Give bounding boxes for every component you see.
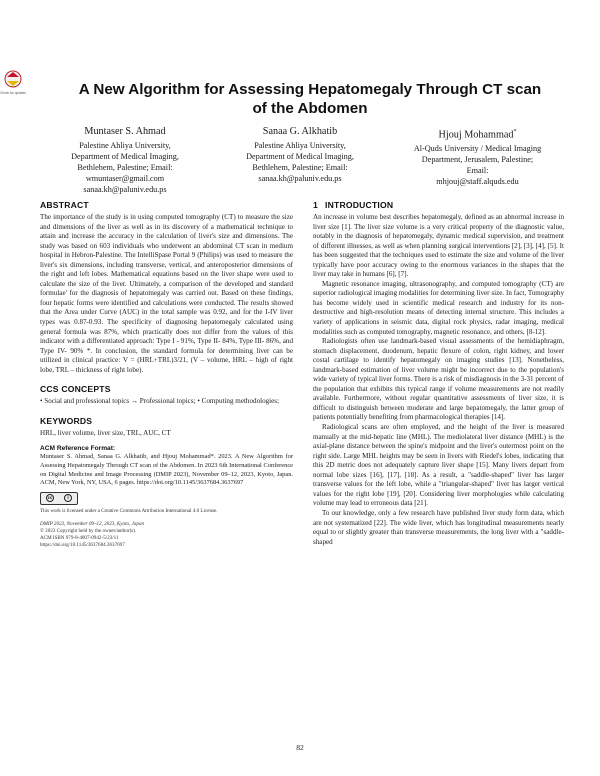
left-column	[40, 200, 293, 549]
acm-reference-text: Muntaser S. Ahmad, Sanaa G. Alkhatib, and Hjouj Mohammad*. 2023. A New Algorithm for Assessing Hepatomegaly Through CT scan of the Abdomen. In 2023 6th International Conference on Digital Medicine and Image Processing (DMIP 2023), November 09–12, 2023, Kyoto, Japan. ACM, New York, NY, USA, 6 pages. https://doi.org/10.1145/3637684.3637697	[40, 453, 293, 487]
acm-reference-heading: ACM Reference Format:	[40, 445, 116, 453]
license-text: This work is licensed under a Creative Commons Attribution International 4.0 License.	[40, 507, 218, 514]
author-affiliation: Bethlehem, Palestine; Email:	[77, 163, 173, 172]
title-line-1: A New Algorithm for Assessing Hepatomegaly Through CT scan	[78, 81, 542, 98]
author-block-3	[390, 125, 565, 187]
copyright-line: © 2023 Copyright held by the owner/author(s).	[40, 527, 137, 534]
keywords-text: HRL, liver volume, liver size, TRL, AUC, CT	[40, 428, 171, 437]
author-name: Muntaser S. Ahmad	[84, 126, 166, 137]
check-for-updates-badge[interactable]	[0, 70, 26, 96]
isbn-line: ACM ISBN 979-8-4007-0942-5/23/11	[40, 534, 119, 541]
author-affiliation: Department of Medical Imaging,	[246, 152, 354, 161]
right-column	[313, 200, 564, 547]
intro-paragraph-4: Radiological scans are often employed, and the height of the liver is measured manually at the mid-hepatic line (MHL). The mediolateral liver distance (MHL) is the axial-plane distance between the spine's midpoint and the liver's outermost point on the right side. Large MHL heights may be seen in livers with Riedel's lobes, indicating that this 2D metric does not adequately capture liver shape [15]. Many livers depart from normal lobe sizes [16], [17], [18]. As a result, a "saddle-shaped" liver has larger transverse values for the left lobe, while a "triangular-shaped" liver has larger vertical values for the right lobe [19], [20]. Considering liver morphologies while calculating volume may lead to erroneous data [21].	[313, 423, 564, 508]
abstract-text: The importance of the study is in using computed tomography (CT) to measure the size and dimensions of the liver as well as in its discovery of a mathematical technique to attain and increase the accuracy in the calculation of liver's size and dimensions. The study was based on 603 individuals who underwent an abdominal CT scan in medium hospital in Hebron-Palestine. The IntelliSpase Portal 9 (Philips) was used to measure the liver's six dimensions, including transverse, vertical, and anteroposterior dimensions of the right and left lobes. Mathematical equations based on the liver shape were used to calculate the size of the liver. Ultimately, a comparison of the developed and standard formulae' for the diagnosis of hepatomegaly was carried out. Based on these findings, four hepatic forms were identified and calculations were conducted. The results showed that the Area under Curve (AUC) in the total sample was 0.92, and for the I-IV liver types was 0.87-0.93. The specificity of diagnosing hepatomegaly calculated using general formula was 87%, which practically does not differ from the values of this indicator with a differentiated approach: Type I - 91%, Type II- 84%, Type III- 86%, and Type IV- 90% *. In conclusion, the standard formula for determining liver can be utilized in clinical practice: V = (HRL+TRL)3/21, (V – volume, HRL – high of right lobe, TRL – thickness of right lobe).	[40, 213, 293, 374]
doi-link[interactable]: https://doi.org/10.1145/3637684.3637697	[40, 541, 125, 548]
author-affiliation: Bethlehem, Palestine; Email:	[252, 163, 348, 172]
intro-paragraph-2: Magnetic resonance imaging, ultrasonography, and computed tomography (CT) are superior radiological imaging modalities for determining liver size. In fact, Tomography has become widely used in scientific medical research and industry for its non-destructive and high-resolution means of detecting internal structure. This includes a variety of applications in seismic data, digital rock physics, radar imaging, medical modalities such as computed tomography, magnetic resonance, and others, [8-12].	[313, 279, 564, 336]
author-email: wmuntaser@gmail.com	[85, 174, 165, 183]
badge-label: Check for updates	[0, 91, 26, 95]
intro-paragraph-3: Radiologists often use landmark-based visual assessments of the hemidiaphragm, stomach displacement, duodenum, hepatic flexure of colon, right kidney, and lower costal cartilage to identify hepatomegaly on imaging studies [13]. Nonetheless, landmark-based estimation of liver volume might be incorrect due to the population's wide variety of typical liver forms. There is a risk of misdiagnosis in the 3-31 percent of the population that exhibits this typical range if volume measurements are not readily available. Furthermore, without regular quantitative assessments of liver size, it is difficult to distinguish between moderate and large hepatomegaly, the latter group of patients potentially benefiting from pharmacological therapies [14].	[313, 337, 564, 422]
copyright-block	[40, 521, 293, 549]
corresponding-mark: *	[513, 129, 517, 135]
author-affiliation: Email:	[466, 166, 489, 176]
page-number: 82	[296, 743, 304, 752]
author-affiliation: Palestine Ahliya University,	[254, 141, 346, 150]
paper-title	[40, 80, 580, 118]
section-title: INTRODUCTION	[325, 200, 394, 210]
author-name-line	[390, 125, 565, 142]
license-badge[interactable]	[40, 492, 293, 505]
abstract-heading: ABSTRACT	[40, 200, 89, 210]
crossmark-icon	[0, 70, 26, 96]
author-name: Sanaa G. Alkhatib	[262, 126, 338, 137]
author-block-2	[215, 125, 385, 184]
section-number: 1	[313, 200, 318, 210]
author-email: sanaa.kh@paluniv.edu.ps	[83, 185, 167, 194]
intro-paragraph-1: An increase in volume best describes hepatomegaly, defined as an abnormal increase in liver size [1]. The liver size volume is a very critical property of the diagnostic value, notably in the diagnosis of hepatomegaly, dynamic medical supervision, and treatment of different illnesses, as well as when planning surgical interventions [2], [3], [4], [5]. It has been suggested that the techniques used to estimate the size and volume of the liver typically have poor accuracy owing to the enormous variances in the shapes that the liver may take in humans [6], [7].	[313, 213, 564, 279]
author-email: sanaa.kh@paluniv.edu.ps	[258, 174, 342, 183]
author-affiliation: Department, Jerusalem, Palestine;	[421, 155, 534, 165]
author-name: Hjouj Mohammad	[438, 129, 514, 141]
cc-by-icon: cc i	[40, 492, 78, 505]
author-affiliation: Department of Medical Imaging,	[71, 152, 179, 161]
conference-line: DMIP 2023, November 09–12, 2023, Kyoto, Japan	[40, 520, 145, 527]
title-line-2: of the Abdomen	[252, 100, 368, 117]
author-block-1	[40, 125, 210, 195]
author-email: mhjouj@staff.alquds.edu	[436, 177, 519, 187]
author-affiliation: Palestine Ahliya University,	[79, 141, 171, 150]
ccs-text: • Social and professional topics → Professional topics; • Computing methodologies;	[40, 397, 280, 406]
ccs-heading: CCS CONCEPTS	[40, 384, 111, 395]
keywords-heading: KEYWORDS	[40, 415, 93, 426]
author-affiliation: Al-Quds University / Medical Imaging	[413, 144, 542, 154]
intro-paragraph-5: To our knowledge, only a few research have published liver study form data, which are not systematized [22]. The wide liver, which has longitudinal measurements nearly equal to or slightly greater than transverse measurements, the long liver with a "saddle-shaped	[313, 508, 564, 546]
introduction-heading	[313, 200, 564, 211]
